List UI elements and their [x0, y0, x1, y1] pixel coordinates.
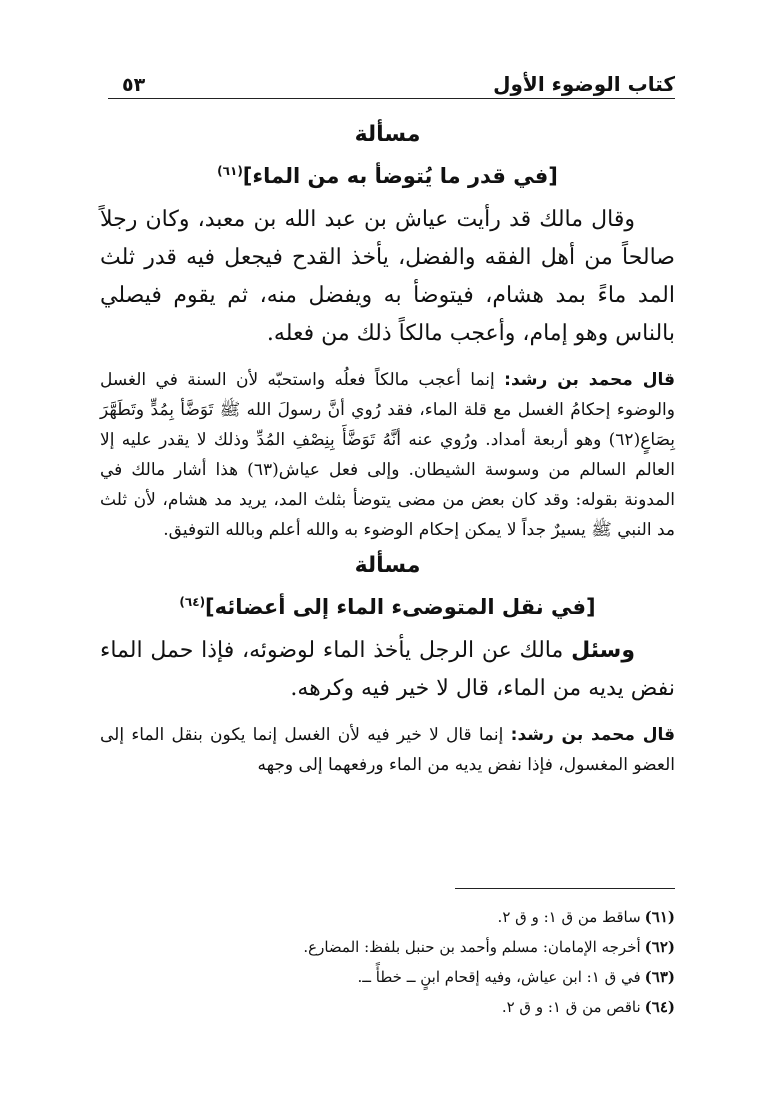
footnote-number: (٦١) [644, 908, 675, 926]
main-text [100, 118, 675, 784]
section-subheading [100, 583, 675, 626]
paragraph-lead: وسئل [571, 638, 635, 663]
footnotes [100, 902, 675, 1022]
commentary-paragraph [100, 720, 675, 780]
footnote-ref: (٦٤) [179, 595, 206, 609]
footnote [100, 932, 675, 962]
footnote [100, 902, 675, 932]
commentary-lead: قال محمد بن رشد: [504, 370, 675, 390]
footnote [100, 992, 675, 1022]
footnote-number: (٦٢) [644, 938, 675, 956]
section-subheading [100, 152, 675, 195]
paragraph [100, 632, 675, 708]
commentary-text: إنما أعجب مالكاً فعلُه واستحبّه لأن السنة في الغسل والوضوء إحكامُ الغسل مع قلة الماء، فقد رُوي أنَّ رسولَ الله ﷺ تَوَضَّأ بِمُدٍّ وتَطَهَّرَ بِصَاعٍ(٦٢) وهو أربعة أمداد. ورُوي عنه أنَّهُ تَوَضَّأَ بِنِصْفِ المُدِّ وذلك لا يقدر عليه إلا العالم السالم من وسوسة الشيطان. وإلى فعل عياش(٦٣) هذا أشار مالك في المدونة بقوله: وقد كان بعض من مضى يتوضأ بثلث المد، يريد مد هشام، لأن ثلث مد النبي ﷺ يسيرٌ جداً لا يمكن إحكام الوضوء به والله أعلم وبالله التوفيق. [100, 370, 675, 540]
footnote-number: (٦٣) [644, 968, 675, 986]
paragraph-text: مالك عن الرجل يأخذ الماء لوضوئه، فإذا حمل الماء نفض يديه من الماء، قال لا خير فيه وكرهه. [100, 638, 675, 701]
commentary-paragraph [100, 365, 675, 545]
footnote-text: ساقط من ق ١: و ق ٢. [497, 908, 641, 926]
footnote-number: (٦٤) [644, 998, 675, 1016]
footnote-divider [455, 888, 675, 889]
paragraph: وقال مالك قد رأيت عياش بن عبد الله بن معبد، وكان رجلاً صالحاً من أهل الفقه والفضل، يأخذ القدح فيجعل فيه قدر ثلث المد ماءً بمد هشام، فيتوضأ به ويفضل منه، ثم يقوم فيصلي بالناس وهو إمام، وأعجب مالكاً ذلك من فعله. [100, 207, 675, 346]
subheading-text: [في نقل المتوضىء الماء إلى أعضائه] [205, 595, 596, 619]
commentary-text: إنما قال لا خير فيه لأن الغسل إنما يكون بنقل الماء إلى العضو المغسول، فإذا نفض يديه من الماء ورفعهما إلى وجهه [100, 725, 675, 775]
footnote-text: أخرجه الإمامان: مسلم وأحمد بن حنبل بلفظ: المضارع. [303, 938, 641, 956]
commentary-lead: قال محمد بن رشد: [510, 725, 675, 745]
footnote [100, 962, 675, 992]
footnote-ref: (٦١) [217, 164, 243, 178]
page-number: ٥٣ [122, 74, 146, 96]
header-title: كتاب الوضوء الأول [493, 72, 675, 96]
section-heading: مسألة [354, 122, 421, 147]
subheading-text: [في قدر ما يُتوضأ به من الماء] [242, 164, 558, 188]
section-heading: مسألة [354, 553, 421, 578]
running-header [108, 68, 675, 99]
footnote-text: ناقص من ق ١: و ق ٢. [501, 998, 641, 1016]
footnote-text: في ق ١: ابن عياش، وفيه إقحام ابنٍ ــ خطأً ــ. [357, 968, 641, 986]
